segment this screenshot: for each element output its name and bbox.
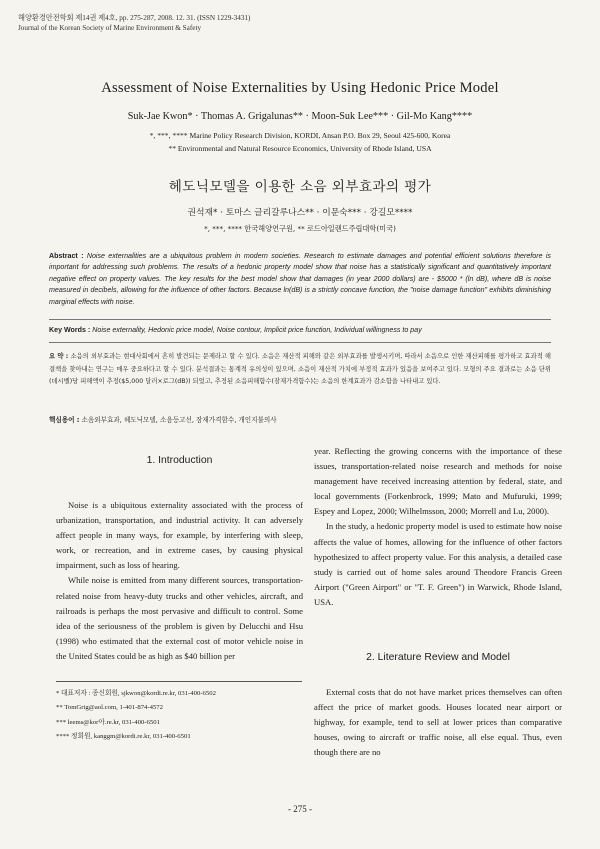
korean-keywords [49, 414, 551, 424]
paper-title: Assessment of Noise Externalities by Using Hedonic Price Model [101, 80, 499, 96]
keywords [49, 326, 551, 334]
paragraph: year. Reflecting the growing concerns with the importance of these issues, transportation-related noise research and methods for noise management have received increasing attention by federal, state, and local governments (Forkenbrock, 1999; Mato and Mufuruki, 1999; Espey and Lopez, 2000; Wilhelmsson, 2000; Morrell and Lu, 2000). [314, 446, 562, 517]
korean-author-list: 권석재* · 토마스 글리갈루나스** · 이문숙*** · 강길모**** [187, 208, 413, 218]
paragraph: In the study, a hedonic property model is used to estimate how noise affects the value of homes, allowing for the influence of other factors hypothesized to affect property value. For this analysis, a detailed case study is carried out of home sales around Theodore Francis Green Airport ("Green Airport" or "T. F. Green") in Warwick, Rhode Island, USA. [314, 521, 562, 607]
abstract-text: Noise externalities are a ubiquitous problem in modern societies. Research to estimate damages and potential efficient solutions therefore is important for addressing such problems. The results of a hedonic property model show that noise has a statistically significant and quantitatively important negative effect on property values. The key results for the best model show that damages (in year 2000 dollars) are - $5000 * (ln dB), where dB is noise measured in decibels, allowing for the influence of other factors. Because ln(dB) is a strictly concave function, the "noise damage function" exhibits diminishing marginal effects with noise. [49, 252, 551, 306]
abstract-label: Abstract : [49, 252, 84, 260]
korean-keywords-label: 핵심용어 : [49, 416, 80, 424]
divider [49, 319, 551, 320]
korean-abstract-label: 요 약 : [49, 353, 69, 360]
korean-abstract-text: 소음의 외부효과는 현대사회에서 흔히 발견되는 문제라고 할 수 있다. 소음은 재산적 피해와 같은 외부효과를 발생시키며, 따라서 소음으로 인한 재산피해를 평가하고 효과적 해결책을 찾아내는 연구는 매우 중요하다고 할 수 있다. 분석결과는 통계적 유의성이 있으며, 소음이 재산적 가치에 부정적 효과가 있음을 보여주고 있다. 모형의 주요 결과로는 소음 단위(데시벨)당 피해액이 추정($5,000 달러×로그(dB)) 되었고, 추정된 소음피해함수(잠재가격함수)는 소음의 한계효과가 감소함을 나타내고 있다. [49, 353, 551, 385]
paragraph: While noise is emitted from many different sources, transportation-related noise from heavy-duty trucks and other vehicles, aircraft, and railroads is perhaps the most pervasive and difficult to control. Some idea of the seriousness of the problem is given by Delucchi and Hsu (1998) who estimated that the external cost of motor vehicle noise in the United States could be as high as $40 billion per [56, 575, 303, 661]
journal-header [18, 13, 250, 33]
author-list: Suk-Jae Kwon* · Thomas A. Grigalunas** · Moon-Suk Lee*** · Gil-Mo Kang**** [127, 111, 473, 122]
affiliation-2: ** Environmental and Natural Resource Economics, University of Rhode Island, USA [168, 144, 432, 153]
section-heading-literature-review: 2. Literature Review and Model [366, 652, 510, 663]
keywords-text: Noise externality, Hedonic price model, Noise contour, Implicit price function, Individual willingness to pay [92, 326, 422, 334]
journal-header-korean: 해양환경안전학회 제14권 제4호, pp. 275-287, 2008. 12. 31. (ISSN 1229-3431) [18, 14, 251, 22]
footnote-rule [56, 681, 302, 682]
divider [49, 342, 551, 343]
left-column [56, 498, 303, 664]
footnotes [56, 687, 302, 745]
footnote: * 대표저자 : 종신회원, sjkwon@kordi.re.kr, 031-400-6502 [56, 690, 216, 697]
korean-affiliation: *, ***, **** 한국해양연구원, ** 로드아일랜드주립대학(미국) [204, 224, 396, 233]
paragraph: External costs that do not have market prices themselves can often affect the price of market goods. Houses located near airport or highway, for example, tend to sell at lower prices than comparative houses, owing to aircraft or traffic noise, all else equal. Thus, even though there are no [314, 687, 562, 758]
affiliation-1: *, ***, **** Marine Policy Research Division, KORDI, Ansan P.O. Box 29, Seoul 425-600, Korea [149, 131, 451, 140]
keywords-label: Key Words : [49, 326, 91, 334]
section-heading-introduction: 1. Introduction [146, 455, 213, 466]
footnote: ** TomGrig@aol.com, 1-401-874-4572 [56, 704, 163, 712]
korean-title: 헤도닉모델을 이용한 소음 외부효과의 평가 [168, 179, 432, 195]
footnote: **** 정회원, kanggm@kordi.re.kr, 031-400-6501 [56, 733, 191, 741]
korean-abstract [49, 351, 551, 389]
journal-header-english: Journal of the Korean Society of Marine Environment & Safety [18, 24, 202, 32]
abstract [49, 251, 551, 308]
page-number: - 275 - [288, 804, 312, 814]
right-column [314, 444, 562, 610]
korean-keywords-text: 소음외부효과, 헤도닉모델, 소음등고선, 잠재가격함수, 개인지불의사 [81, 416, 277, 424]
footnote: *** leems@kor아.re.kr, 031-400-6501 [56, 718, 160, 726]
right-column-continued [314, 685, 562, 760]
paragraph: Noise is a ubiquitous externality associated with the process of urbanization, transportation, and industrial activity. It can adversely affect people in many ways, for example, by interfering with sleep, work, or recreation, and in extreme cases, by causing physical impairment, such as loss of hearing. [56, 500, 303, 571]
